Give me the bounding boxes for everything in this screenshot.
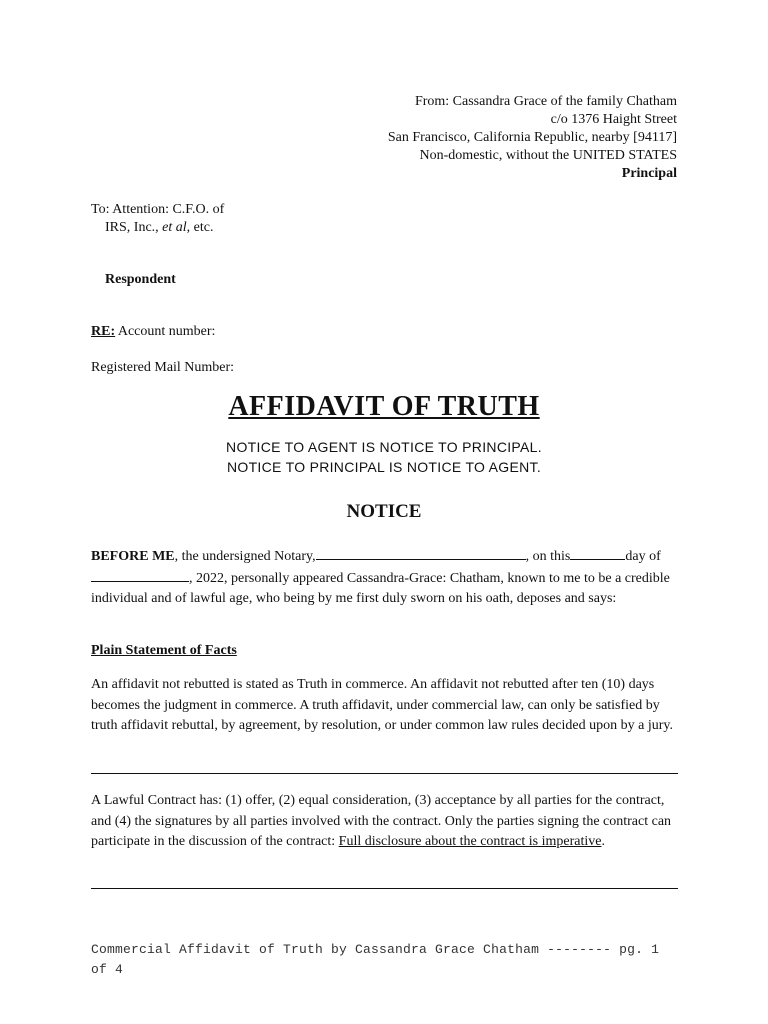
contract-period: . bbox=[601, 834, 605, 849]
recipient-address-block bbox=[91, 201, 224, 237]
document-title: AFFIDAVIT OF TRUTH bbox=[228, 391, 540, 422]
maxim-line-1: NOTICE TO AGENT IS NOTICE TO PRINCIPAL. bbox=[226, 439, 542, 455]
contract-disclosure-text: Full disclosure about the contract is imperative bbox=[338, 834, 602, 849]
re-line bbox=[91, 324, 215, 340]
recipient-entity-name: IRS, Inc., bbox=[105, 220, 163, 235]
maxim-line-2: NOTICE TO PRINCIPAL IS NOTICE TO AGENT. bbox=[226, 459, 542, 475]
section-heading: Plain Statement of Facts bbox=[91, 643, 237, 658]
on-this-text: , on this bbox=[525, 549, 571, 564]
recipient-entity bbox=[91, 219, 224, 237]
contract-paragraph bbox=[91, 791, 681, 853]
day-blank bbox=[570, 546, 625, 560]
notary-name-blank bbox=[316, 546, 526, 560]
facts-paragraph: An affidavit not rebutted is stated as Truth in commerce. An affidavit not rebutted after ten (10) days becomes the judgment in commerce. A truth affidavit, under commercial law, can only be satisfied by truth affidavit rebuttal, by agreement, by resolution, or under common law rules decided upon by a jury. bbox=[91, 677, 674, 733]
page-footer: Commercial Affidavit of Truth by Cassandra Grace Chatham -------- pg. 1 of 4 bbox=[91, 942, 660, 977]
sender-name: From: Cassandra Grace of the family Chatham bbox=[414, 94, 677, 109]
registered-mail-label: Registered Mail Number: bbox=[91, 360, 235, 375]
sender-street: c/o 1376 Haight Street bbox=[550, 112, 677, 127]
before-me-label: BEFORE ME bbox=[91, 549, 175, 564]
contract-text: A Lawful Contract has: (1) offer, (2) equal consideration, (3) acceptance by all parties for the contract, and (4) the signatures by all parties involved with the contract. Only the parties signing the contract can participate in the discussion of the contract: bbox=[91, 793, 672, 849]
appearance-text: , 2022, personally appeared Cassandra-Grace: Chatham, known to me to be a credible individual and of lawful age, who being by me first duly sworn on his oath, deposes and says: bbox=[91, 570, 670, 606]
sender-city: San Francisco, California Republic, nearby [94117] bbox=[387, 130, 677, 145]
respondent-label: Respondent bbox=[105, 272, 176, 287]
sender-role: Principal bbox=[621, 166, 677, 181]
account-number-label: Account number: bbox=[115, 324, 216, 339]
day-of-text: day of bbox=[625, 549, 661, 564]
recipient-etc: , etc. bbox=[186, 220, 214, 235]
recipient-et-al: et al bbox=[162, 220, 187, 235]
sender-status: Non-domestic, without the UNITED STATES bbox=[419, 148, 677, 163]
sender-address-block bbox=[388, 93, 677, 183]
month-blank bbox=[91, 568, 189, 582]
recipient-attention: To: Attention: C.F.O. of bbox=[91, 202, 225, 217]
divider-line bbox=[91, 773, 678, 774]
notice-heading: NOTICE bbox=[346, 501, 422, 522]
divider-line bbox=[91, 888, 678, 889]
notary-text: , the undersigned Notary, bbox=[174, 549, 316, 564]
re-label: RE: bbox=[91, 324, 116, 339]
before-me-paragraph bbox=[91, 546, 681, 610]
